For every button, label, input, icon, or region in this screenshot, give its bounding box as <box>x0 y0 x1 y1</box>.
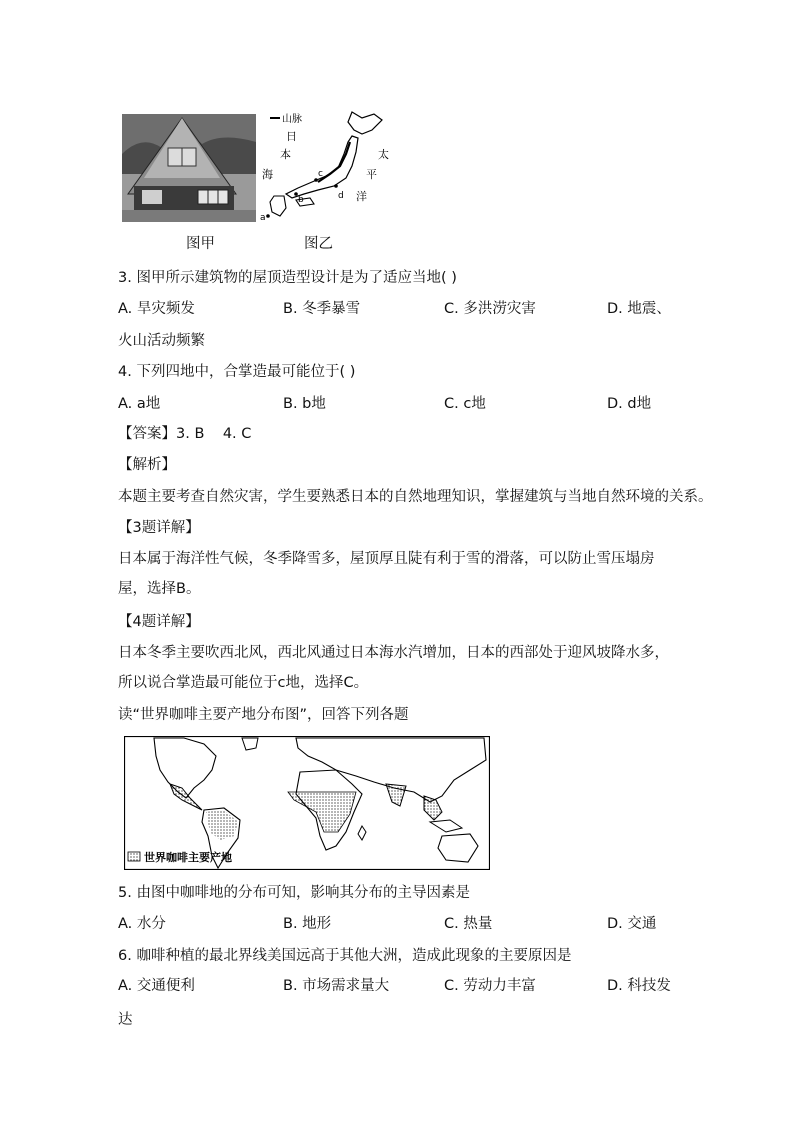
q4-option-c: C. c地 <box>444 396 486 412</box>
fig-yi-caption: 图乙 <box>304 236 333 252</box>
map-intro: 读“世界咖啡主要产地分布图”，回答下列各题 <box>118 707 409 723</box>
point-a-label: a <box>260 213 266 222</box>
q6-option-c: C. 劳动力丰富 <box>444 978 536 994</box>
q5-option-c: C. 热量 <box>444 916 493 932</box>
legend-label: 世界咖啡主要产地 <box>144 851 232 864</box>
answer-line: 【答案】3. B 4. C <box>118 426 252 442</box>
q6-option-d: D. 科技发 <box>607 978 671 994</box>
point-a-marker <box>266 214 270 218</box>
q3-option-d: D. 地震、 <box>607 301 671 317</box>
point-c-label: c <box>318 169 323 179</box>
legend-mountain-label: 山脉 <box>282 114 302 125</box>
sea-label-3: 海 <box>262 168 273 181</box>
q3-option-a: A. 旱灾频发 <box>118 301 195 317</box>
q3-option-c: C. 多洪涝灾害 <box>444 301 536 317</box>
q5-option-d: D. 交通 <box>607 916 657 932</box>
ocean-label-2: 平 <box>366 168 377 181</box>
world-coffee-map <box>124 736 490 870</box>
q5-option-a: A. 水分 <box>118 916 166 932</box>
q6-option-d-cont: 达 <box>118 1012 133 1028</box>
q3-stem: 3. 图甲所示建筑物的屋顶造型设计是为了适应当地( ) <box>118 270 457 286</box>
point-b-label: b <box>298 195 304 205</box>
q4-option-b: B. b地 <box>283 396 326 412</box>
hokkaido-shape <box>348 112 382 134</box>
sea-label-1: 日 <box>286 130 297 143</box>
japan-map <box>256 108 404 222</box>
house-photo <box>122 114 256 222</box>
q4-detail-heading: 【4题详解】 <box>118 614 200 630</box>
q4-detail-text: 日本冬季主要吹西北风，西北风通过日本海水汽增加，日本的西部处于迎风坡降水多，所以说合掌造最可能位于c地，选择C。 <box>118 645 669 691</box>
q6-option-b: B. 市场需求量大 <box>283 978 390 994</box>
point-d-marker <box>334 184 338 188</box>
q3-detail-heading: 【3题详解】 <box>118 520 200 536</box>
analysis-heading: 【解析】 <box>118 457 176 473</box>
q3-option-b: B. 冬季暴雪 <box>283 301 361 317</box>
q4-option-d: D. d地 <box>607 396 652 412</box>
q6-option-a: A. 交通便利 <box>118 978 195 994</box>
q6-stem: 6. 咖啡种植的最北界线美国远高于其他大洲，造成此现象的主要原因是 <box>118 948 572 964</box>
q4-option-a: A. a地 <box>118 396 161 412</box>
kyushu-shape <box>270 196 286 216</box>
q5-option-b: B. 地形 <box>283 916 332 932</box>
point-d-label: d <box>338 191 344 201</box>
q5-stem: 5. 由图中咖啡地的分布可知，影响其分布的主导因素是 <box>118 885 470 901</box>
q4-stem: 4. 下列四地中，合掌造最可能位于( ) <box>118 364 356 380</box>
fig-jia-caption: 图甲 <box>186 236 215 252</box>
honshu-shape <box>286 136 358 198</box>
ocean-label-3: 洋 <box>356 190 367 203</box>
q3-option-d-cont: 火山活动频繁 <box>118 333 205 349</box>
ocean-label-1: 太 <box>378 148 389 161</box>
analysis-text: 本题主要考查自然灾害，学生要熟悉日本的自然地理知识，掌握建筑与当地自然环境的关系。 <box>118 489 713 505</box>
legend-swatch <box>128 852 140 861</box>
sea-label-2: 本 <box>280 148 291 161</box>
q3-detail-text: 日本属于海洋性气候，冬季降雪多，屋顶厚且陡有利于雪的滑落，可以防止雪压塌房屋，选择B。 <box>118 551 655 597</box>
